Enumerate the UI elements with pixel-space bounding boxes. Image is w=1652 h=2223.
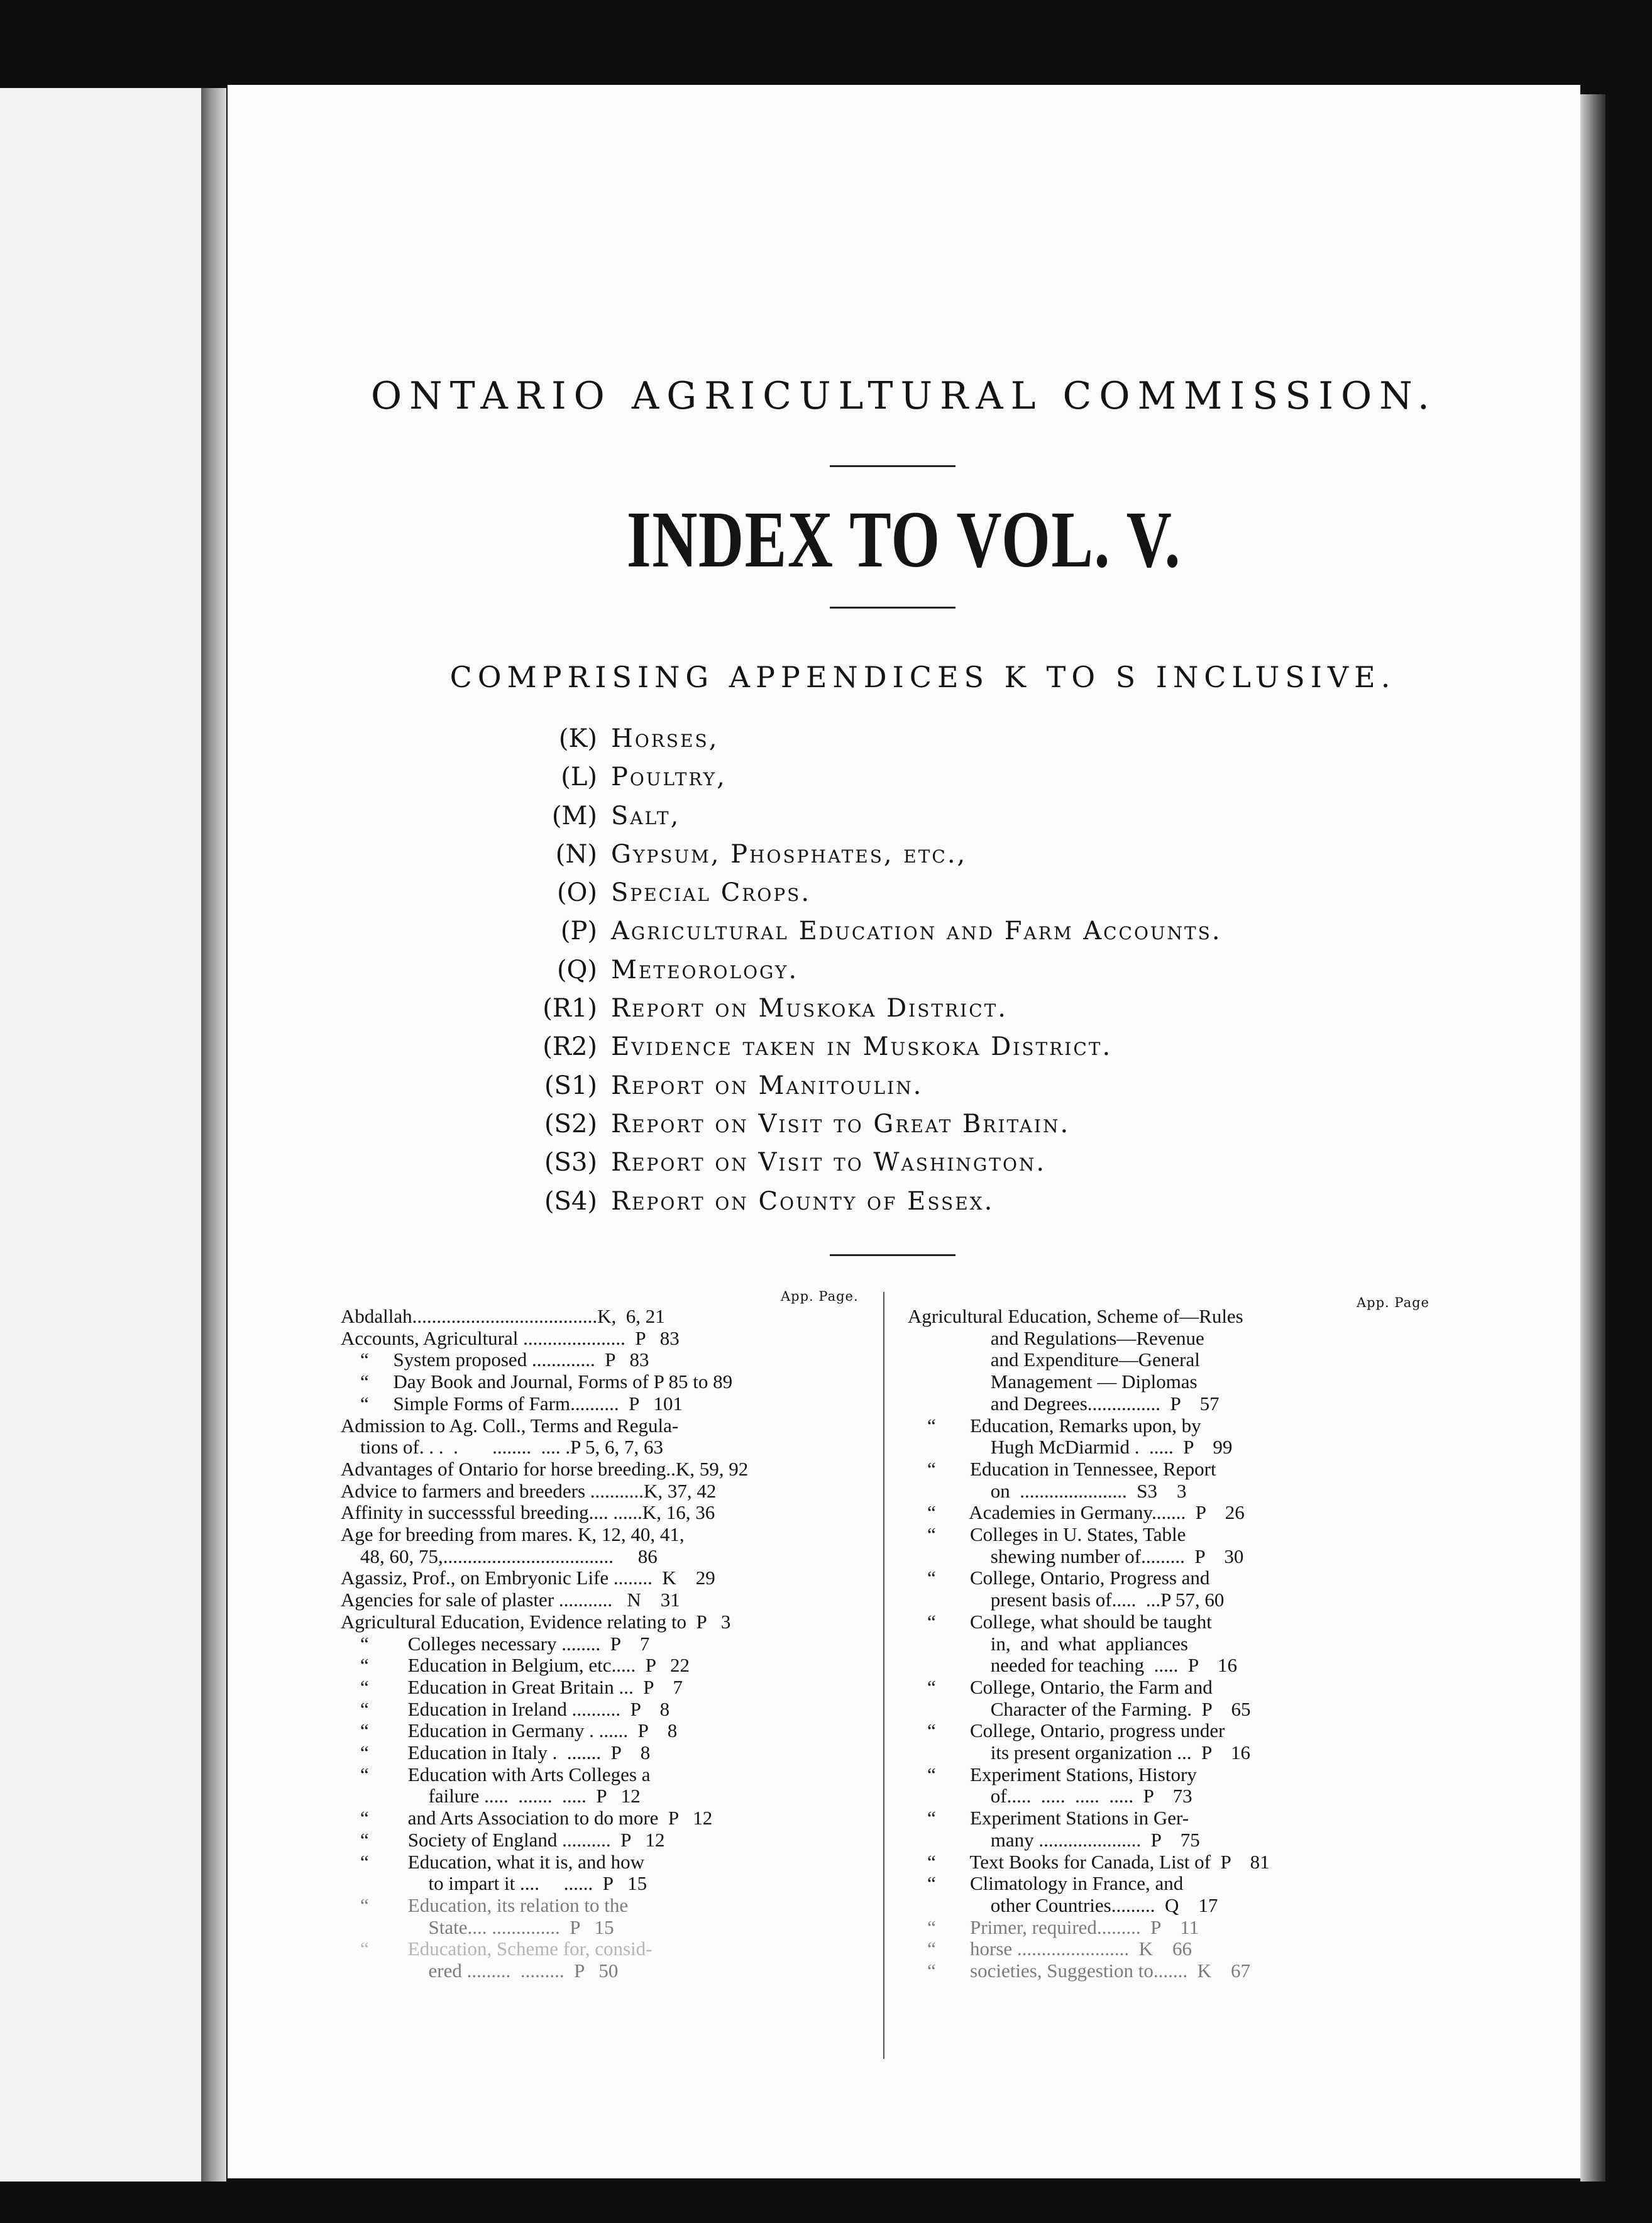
appendix-name: Meteorology.	[611, 955, 799, 985]
index-entry: “ Education in Tennessee, Report	[908, 1457, 1216, 1480]
index-entry: in, and what appliances	[908, 1632, 1188, 1655]
appendix-item	[525, 951, 1222, 990]
index-entry: Admission to Ag. Coll., Terms and Regula-	[341, 1414, 679, 1437]
index-entry: “ Education in Great Britain ... P 7	[341, 1675, 683, 1698]
index-entry: “ Society of England .......... P 12	[341, 1828, 665, 1851]
appendix-name: Poultry,	[611, 763, 727, 792]
commission-heading: ONTARIO AGRICULTURAL COMMISSION.	[371, 374, 1437, 418]
index-entry: Management — Diplomas	[908, 1371, 1198, 1393]
appendix-code: (K)	[558, 724, 597, 753]
appendix-code: (S4)	[544, 1186, 597, 1216]
index-entry: “ Education in Ireland .......... P 8	[341, 1697, 670, 1720]
index-left-column	[341, 1306, 748, 1982]
appendix-code: (O)	[556, 878, 597, 908]
appendix-item	[525, 1067, 1222, 1105]
index-entry: Affinity in successsful breeding.... ......K, 16, 36	[341, 1501, 715, 1524]
index-entry: Character of the Farming. P 65	[908, 1697, 1251, 1720]
index-entry: needed for teaching ..... P 16	[908, 1654, 1238, 1677]
index-entry: “ Colleges necessary ........ P 7	[341, 1632, 650, 1655]
index-entry: and Degrees............... P 57	[908, 1392, 1220, 1415]
index-entry: Advice to farmers and breeders ...........K, 37, 42	[341, 1479, 717, 1502]
index-page	[228, 85, 1580, 2178]
index-entry: and Regulations—Revenue	[908, 1327, 1204, 1349]
index-entry: present basis of..... ...P 57, 60	[908, 1589, 1225, 1611]
page-title: INDEX TO VOL. V.	[626, 495, 1182, 584]
left-column-header: App. Page.	[781, 1289, 859, 1304]
index-entry: “ Climatology in France, and	[908, 1872, 1184, 1895]
page-edge	[1580, 94, 1605, 2182]
index-entry: shewing number of......... P 30	[908, 1545, 1244, 1567]
index-entry: many ..................... P 75	[908, 1828, 1200, 1851]
index-entry: “ Simple Forms of Farm.......... P 101	[341, 1392, 683, 1415]
appendices-subtitle: COMPRISING APPENDICES K TO S INCLUSIVE.	[449, 660, 1396, 694]
appendix-item	[525, 874, 1222, 912]
index-entry: Agassiz, Prof., on Embryonic Life ........ K 29	[341, 1567, 715, 1589]
appendix-item	[525, 758, 1222, 797]
index-entry: its present organization ... P 16	[908, 1741, 1251, 1764]
index-entry: and Expenditure—General	[908, 1349, 1200, 1371]
index-entry: “ Primer, required......... P 11	[908, 1916, 1199, 1938]
index-entry: Abdallah......................................K, 6, 21	[341, 1305, 665, 1327]
index-entry: “ Education, Remarks upon, by	[908, 1414, 1201, 1437]
appendix-name: Report on Muskoka District.	[611, 994, 1008, 1023]
index-entry: Hugh McDiarmid . ..... P 99	[908, 1436, 1233, 1459]
appendix-code: (S1)	[544, 1071, 597, 1100]
appendix-name: Report on County of Essex.	[611, 1186, 994, 1216]
index-entry: “ Education in Germany . ...... P 8	[341, 1719, 678, 1742]
index-entry: Accounts, Agricultural ..................... P 83	[341, 1327, 680, 1349]
appendix-item	[525, 990, 1222, 1028]
index-entry: State.... .............. P 15	[341, 1916, 614, 1938]
appendix-item	[525, 1183, 1222, 1221]
index-entry: “ College, Ontario, Progress and	[908, 1567, 1210, 1589]
appendix-code: (S2)	[544, 1109, 597, 1139]
right-column-header: App. Page	[1357, 1295, 1429, 1310]
index-entry: “ Day Book and Journal, Forms of P 85 to 89	[341, 1371, 733, 1393]
index-entry: Advantages of Ontario for horse breeding..K, 59, 92	[341, 1457, 749, 1480]
index-entry: other Countries......... Q 17	[908, 1894, 1218, 1916]
index-entry: 48, 60, 75,................................... 86	[341, 1545, 658, 1567]
index-entry: “ Education, what it is, and how	[341, 1850, 644, 1873]
appendix-name: Horses,	[611, 724, 719, 753]
index-entry: “ horse ....................... K 66	[908, 1938, 1192, 1960]
index-entry: on ...................... S3 3	[908, 1479, 1187, 1502]
index-entry: “ Education, Scheme for, consid-	[341, 1938, 653, 1960]
index-entry: failure ..... ....... ..... P 12	[341, 1785, 641, 1807]
index-entry: Agencies for sale of plaster ........... N 31	[341, 1589, 680, 1611]
appendix-code: (L)	[561, 763, 597, 792]
appendix-code: (P)	[560, 917, 597, 946]
index-entry: of..... ..... ..... ..... P 73	[908, 1785, 1192, 1807]
book-gutter	[201, 88, 226, 2182]
left-page	[0, 88, 201, 2182]
appendix-code: (M)	[551, 801, 597, 830]
appendix-name: Report on Visit to Washington.	[611, 1148, 1047, 1178]
appendix-code: (S3)	[544, 1148, 597, 1178]
index-entry: “ Education with Arts Colleges a	[341, 1763, 651, 1785]
index-entry: “ societies, Suggestion to....... K 67	[908, 1960, 1251, 1982]
index-entry: “ College, Ontario, progress under	[908, 1719, 1225, 1742]
index-entry: “ Academies in Germany....... P 26	[908, 1501, 1245, 1524]
index-entry: “ System proposed ............. P 83	[341, 1349, 649, 1371]
appendix-list	[525, 720, 1222, 1221]
appendix-name: Report on Manitoulin.	[611, 1071, 923, 1100]
index-entry: “ Education in Italy . ....... P 8	[341, 1741, 651, 1764]
title-rule-top	[830, 465, 955, 467]
appendix-name: Special Crops.	[611, 878, 812, 908]
appendix-name: Agricultural Education and Farm Accounts.	[611, 917, 1222, 946]
index-rule	[830, 1254, 955, 1256]
appendix-code: (Q)	[556, 955, 597, 985]
index-entry: “ College, what should be taught	[908, 1610, 1212, 1633]
index-entry: Agricultural Education, Scheme of—Rules	[908, 1305, 1243, 1327]
appendix-name: Gypsum, Phosphates, etc.,	[611, 839, 967, 869]
index-entry: ered ......... ......... P 50	[341, 1960, 619, 1982]
appendix-name: Report on Visit to Great Britain.	[611, 1109, 1071, 1139]
column-divider	[883, 1292, 884, 2059]
appendix-code: (N)	[555, 839, 597, 869]
index-entry: “ Experiment Stations in Ger-	[908, 1807, 1189, 1829]
index-entry: “ and Arts Association to do more P 12	[341, 1807, 713, 1829]
appendix-code: (R2)	[542, 1032, 597, 1062]
index-entry: “ Text Books for Canada, List of P 81	[908, 1850, 1270, 1873]
appendix-item	[525, 836, 1222, 874]
index-entry: “ College, Ontario, the Farm and	[908, 1675, 1213, 1698]
appendix-item	[525, 797, 1222, 836]
appendix-name: Salt,	[611, 801, 681, 830]
index-entry: Agricultural Education, Evidence relating to P 3	[341, 1610, 731, 1633]
appendix-item	[525, 1144, 1222, 1182]
index-entry: “ Colleges in U. States, Table	[908, 1523, 1186, 1546]
appendix-item	[525, 1028, 1222, 1066]
appendix-item	[525, 720, 1222, 758]
title-rule-bottom	[830, 607, 955, 609]
index-entry: “ Education in Belgium, etc..... P 22	[341, 1654, 690, 1677]
index-entry: “ Experiment Stations, History	[908, 1763, 1197, 1785]
index-entry: “ Education, its relation to the	[341, 1894, 629, 1916]
appendix-name: Evidence taken in Muskoka District.	[611, 1032, 1113, 1062]
index-right-column	[908, 1306, 1270, 1982]
appendix-item	[525, 912, 1222, 951]
index-entry: to impart it .... ...... P 15	[341, 1872, 647, 1895]
index-entry: Age for breeding from mares. K, 12, 40, 41,	[341, 1523, 685, 1546]
appendix-item	[525, 1105, 1222, 1144]
index-entry: tions of. . . . ........ .... .P 5, 6, 7, 63	[341, 1436, 663, 1459]
appendix-code: (R1)	[542, 994, 597, 1023]
